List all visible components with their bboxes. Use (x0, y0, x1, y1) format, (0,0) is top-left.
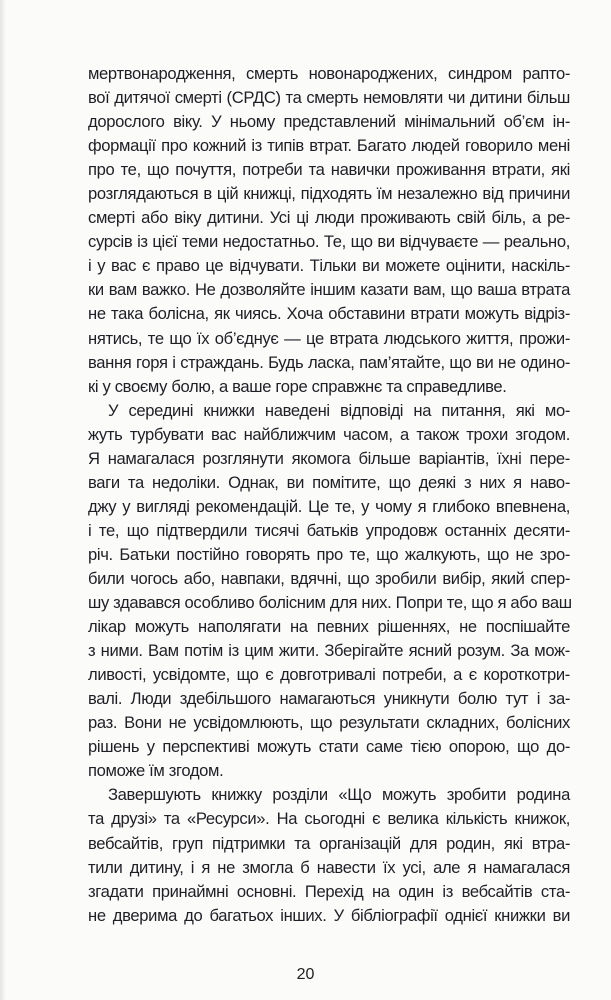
text-line: з ними. Вам потім із цим жити. Зберігайте ясний розум. За мож- (88, 641, 570, 661)
text-line: дорослого віку. У ньому представлений мінімальний об’єм ін- (88, 112, 570, 132)
text-line: джу у вигляді рекомендацій. Це те, у чому я глибоко впевнена, (88, 496, 570, 516)
text-line: вебсайтів, груп підтримки та організацій для родин, які втра- (88, 833, 570, 853)
text-line: про те, що почуття, потреби та навички проживання втрати, які (88, 160, 570, 180)
text-line: валі. Люди здебільшого намагаються уникнути болю тут і за- (88, 689, 570, 709)
text-line: раз. Вони не усвідомлюють, що результати складних, болісних (88, 713, 570, 733)
text-line: сурсів із цієї теми недостатньо. Те, що ви відчуваєте — реально, (88, 232, 570, 252)
text-line: тили дитину, і я не змогла б навести їх усі, але я намагалася (88, 857, 570, 877)
text-line: смерті або віку дитини. Усі ці люди проживають свій біль, а ре- (88, 208, 570, 228)
text-line: не така болісна, як чиясь. Хоча обставини втрати можуть відріз- (88, 304, 570, 324)
text-line: вання горя і страждань. Будь ласка, пам’ятайте, що ви не одино- (88, 352, 570, 372)
page-edge-shadow (0, 0, 6, 1000)
text-line: ливості, усвідомте, що є довготривалі потреби, а є короткотри- (88, 665, 570, 685)
text-line: не дверима до багатьох інших. У бібліографії однієї книжки ви (88, 905, 570, 925)
text-line: били чогось або, навпаки, вдячні, що зробили вибір, який спер- (88, 568, 570, 588)
text-line: вої дитячої смерті (СРДС) та смерть немовляти чи дитини більш (88, 88, 570, 108)
text-line: мертвонародження, смерть новонароджених, синдром рапто- (88, 64, 570, 83)
text-line: ваги та недоліки. Однак, ви помітите, що деякі з них я наво- (88, 472, 570, 492)
text-line: та друзі» та «Ресурси». На сьогодні є велика кількість книжок, (88, 809, 570, 829)
text-line: Завершують книжку розділи «Що можуть зробити родина (108, 785, 570, 805)
text-line: і у вас є право це відчувати. Тільки ви можете оцінити, наскіль- (88, 256, 570, 276)
text-line: річ. Батьки постійно говорять про те, що жалкують, що не зро- (88, 544, 570, 564)
page-number: 20 (296, 966, 315, 983)
text-line: згадати принаймні основні. Перехід на один із вебсайтів ста- (88, 881, 570, 901)
text-line: рішень у перспективі можуть стати саме тією опорою, що до- (88, 737, 570, 757)
text-line: формації про кожний із типів втрат. Багато людей говорило мені (88, 136, 570, 156)
text-line: поможе їм згодом. (88, 761, 224, 781)
text-line: нятись, те що їх об’єднує — це втрата людського життя, прожи- (88, 328, 570, 348)
book-page-text (88, 62, 570, 928)
text-line: розглядаються в цій книжці, підходять їм незалежно від причини (88, 184, 570, 204)
text-line: ки вам важко. Не дозволяйте іншим казати вам, що ваша втрата (88, 280, 570, 300)
text-line: жуть турбувати вас найближчим часом, а також трохи згодом. (88, 424, 570, 444)
text-line: Я намагалася розглянути якомога більше варіантів, їхні пере- (88, 448, 570, 468)
text-line: і те, що підтвердили тисячі батьків упродовж останніх десяти- (88, 520, 570, 540)
text-line: лікар можуть наполягати на певних рішеннях, не поспішайте (88, 617, 570, 637)
text-line: кі у своєму болю, а ваше горе справжнє та справедливе. (88, 376, 507, 396)
text-line: У середині книжки наведені відповіді на питання, які мо- (108, 400, 570, 420)
text-line: шу здавався особливо болісним для них. Попри те, що я або ваш (88, 593, 572, 613)
